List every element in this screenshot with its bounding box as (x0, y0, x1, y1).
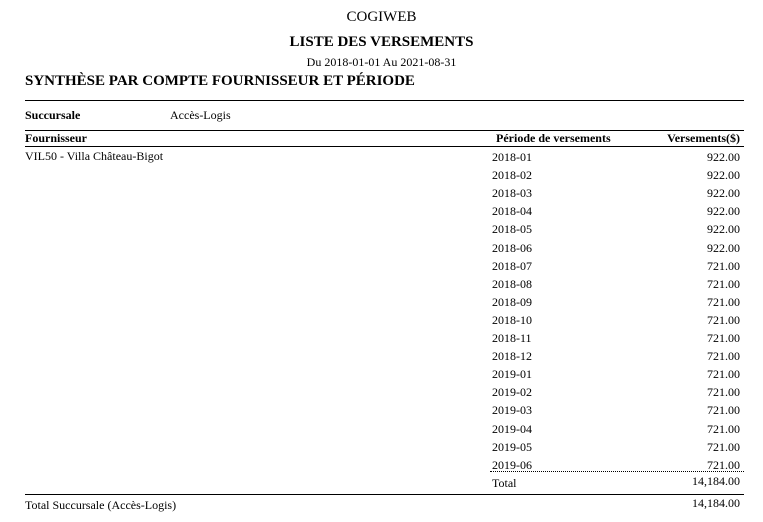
row-period: 2018-05 (492, 222, 532, 237)
column-header-period: Période de versements (496, 131, 611, 145)
row-amount: 922.00 (707, 240, 740, 255)
row-period: 2018-12 (492, 349, 532, 364)
table-row (0, 259, 763, 277)
table-row (0, 168, 763, 186)
table-row (0, 150, 763, 168)
row-period: 2019-03 (492, 403, 532, 418)
table-row (0, 367, 763, 385)
row-period: 2018-03 (492, 186, 532, 201)
row-period: 2018-04 (492, 204, 532, 219)
row-amount: 721.00 (707, 439, 740, 454)
row-amount: 721.00 (707, 349, 740, 364)
row-period: 2019-02 (492, 385, 532, 400)
row-period: 2018-10 (492, 312, 532, 327)
table-row (0, 241, 763, 259)
section-title: SYNTHÈSE PAR COMPTE FOURNISSEUR ET PÉRIODE (25, 73, 415, 89)
table-row (0, 186, 763, 204)
table-row (0, 313, 763, 331)
supplier-name: VIL50 - Villa Château-Bigot (25, 149, 164, 163)
divider-header-top (25, 130, 744, 131)
subtotal-dotted-line (490, 471, 744, 472)
column-header-supplier: Fournisseur (25, 131, 88, 145)
date-range: Du 2018-01-01 Au 2021-08-31 (306, 55, 457, 69)
table-row (0, 403, 763, 421)
row-amount: 721.00 (707, 276, 740, 291)
branch-label: Succursale (25, 108, 81, 122)
table-row (0, 277, 763, 295)
divider-header-bottom (25, 146, 744, 147)
row-period: 2019-05 (492, 439, 532, 454)
row-period: 2019-01 (492, 367, 532, 382)
row-amount: 721.00 (707, 421, 740, 436)
row-period: 2018-09 (492, 294, 532, 309)
total-amount: 14,184.00 (692, 474, 740, 488)
column-header-amount: Versements($) (667, 131, 740, 145)
row-period: 2018-06 (492, 240, 532, 255)
table-row (0, 349, 763, 367)
row-amount: 922.00 (707, 204, 740, 219)
row-amount: 922.00 (707, 222, 740, 237)
row-period: 2019-06 (492, 457, 532, 472)
row-amount: 721.00 (707, 331, 740, 345)
table-row (0, 331, 763, 349)
row-amount: 721.00 (707, 312, 740, 327)
row-amount: 721.00 (707, 258, 740, 273)
table-row (0, 422, 763, 440)
row-amount: 922.00 (707, 168, 740, 183)
row-amount: 721.00 (707, 367, 740, 382)
row-period: 2018-02 (492, 168, 532, 183)
divider-top (25, 100, 744, 101)
branch-value: Accès-Logis (170, 108, 231, 122)
row-amount: 721.00 (707, 403, 740, 418)
table-row (0, 458, 763, 476)
row-period: 2018-11 (492, 331, 532, 345)
table-row (0, 385, 763, 403)
company-name: COGIWEB (346, 9, 417, 25)
row-period: 2018-08 (492, 276, 532, 291)
table-row (0, 204, 763, 222)
table-row (0, 222, 763, 240)
row-period: 2019-04 (492, 421, 532, 436)
row-amount: 721.00 (707, 457, 740, 472)
total-label: Total (492, 476, 517, 490)
table-row (0, 440, 763, 458)
row-amount: 922.00 (707, 150, 740, 164)
divider-bottom (25, 494, 744, 495)
row-period: 2018-07 (492, 258, 532, 273)
table-row (0, 295, 763, 313)
row-amount: 721.00 (707, 294, 740, 309)
grand-total-label: Total Succursale (Accès-Logis) (25, 498, 177, 512)
grand-total-amount: 14,184.00 (692, 496, 740, 510)
row-amount: 721.00 (707, 385, 740, 400)
report-title: LISTE DES VERSEMENTS (289, 34, 474, 50)
row-period: 2018-01 (492, 150, 532, 164)
row-amount: 922.00 (707, 186, 740, 201)
